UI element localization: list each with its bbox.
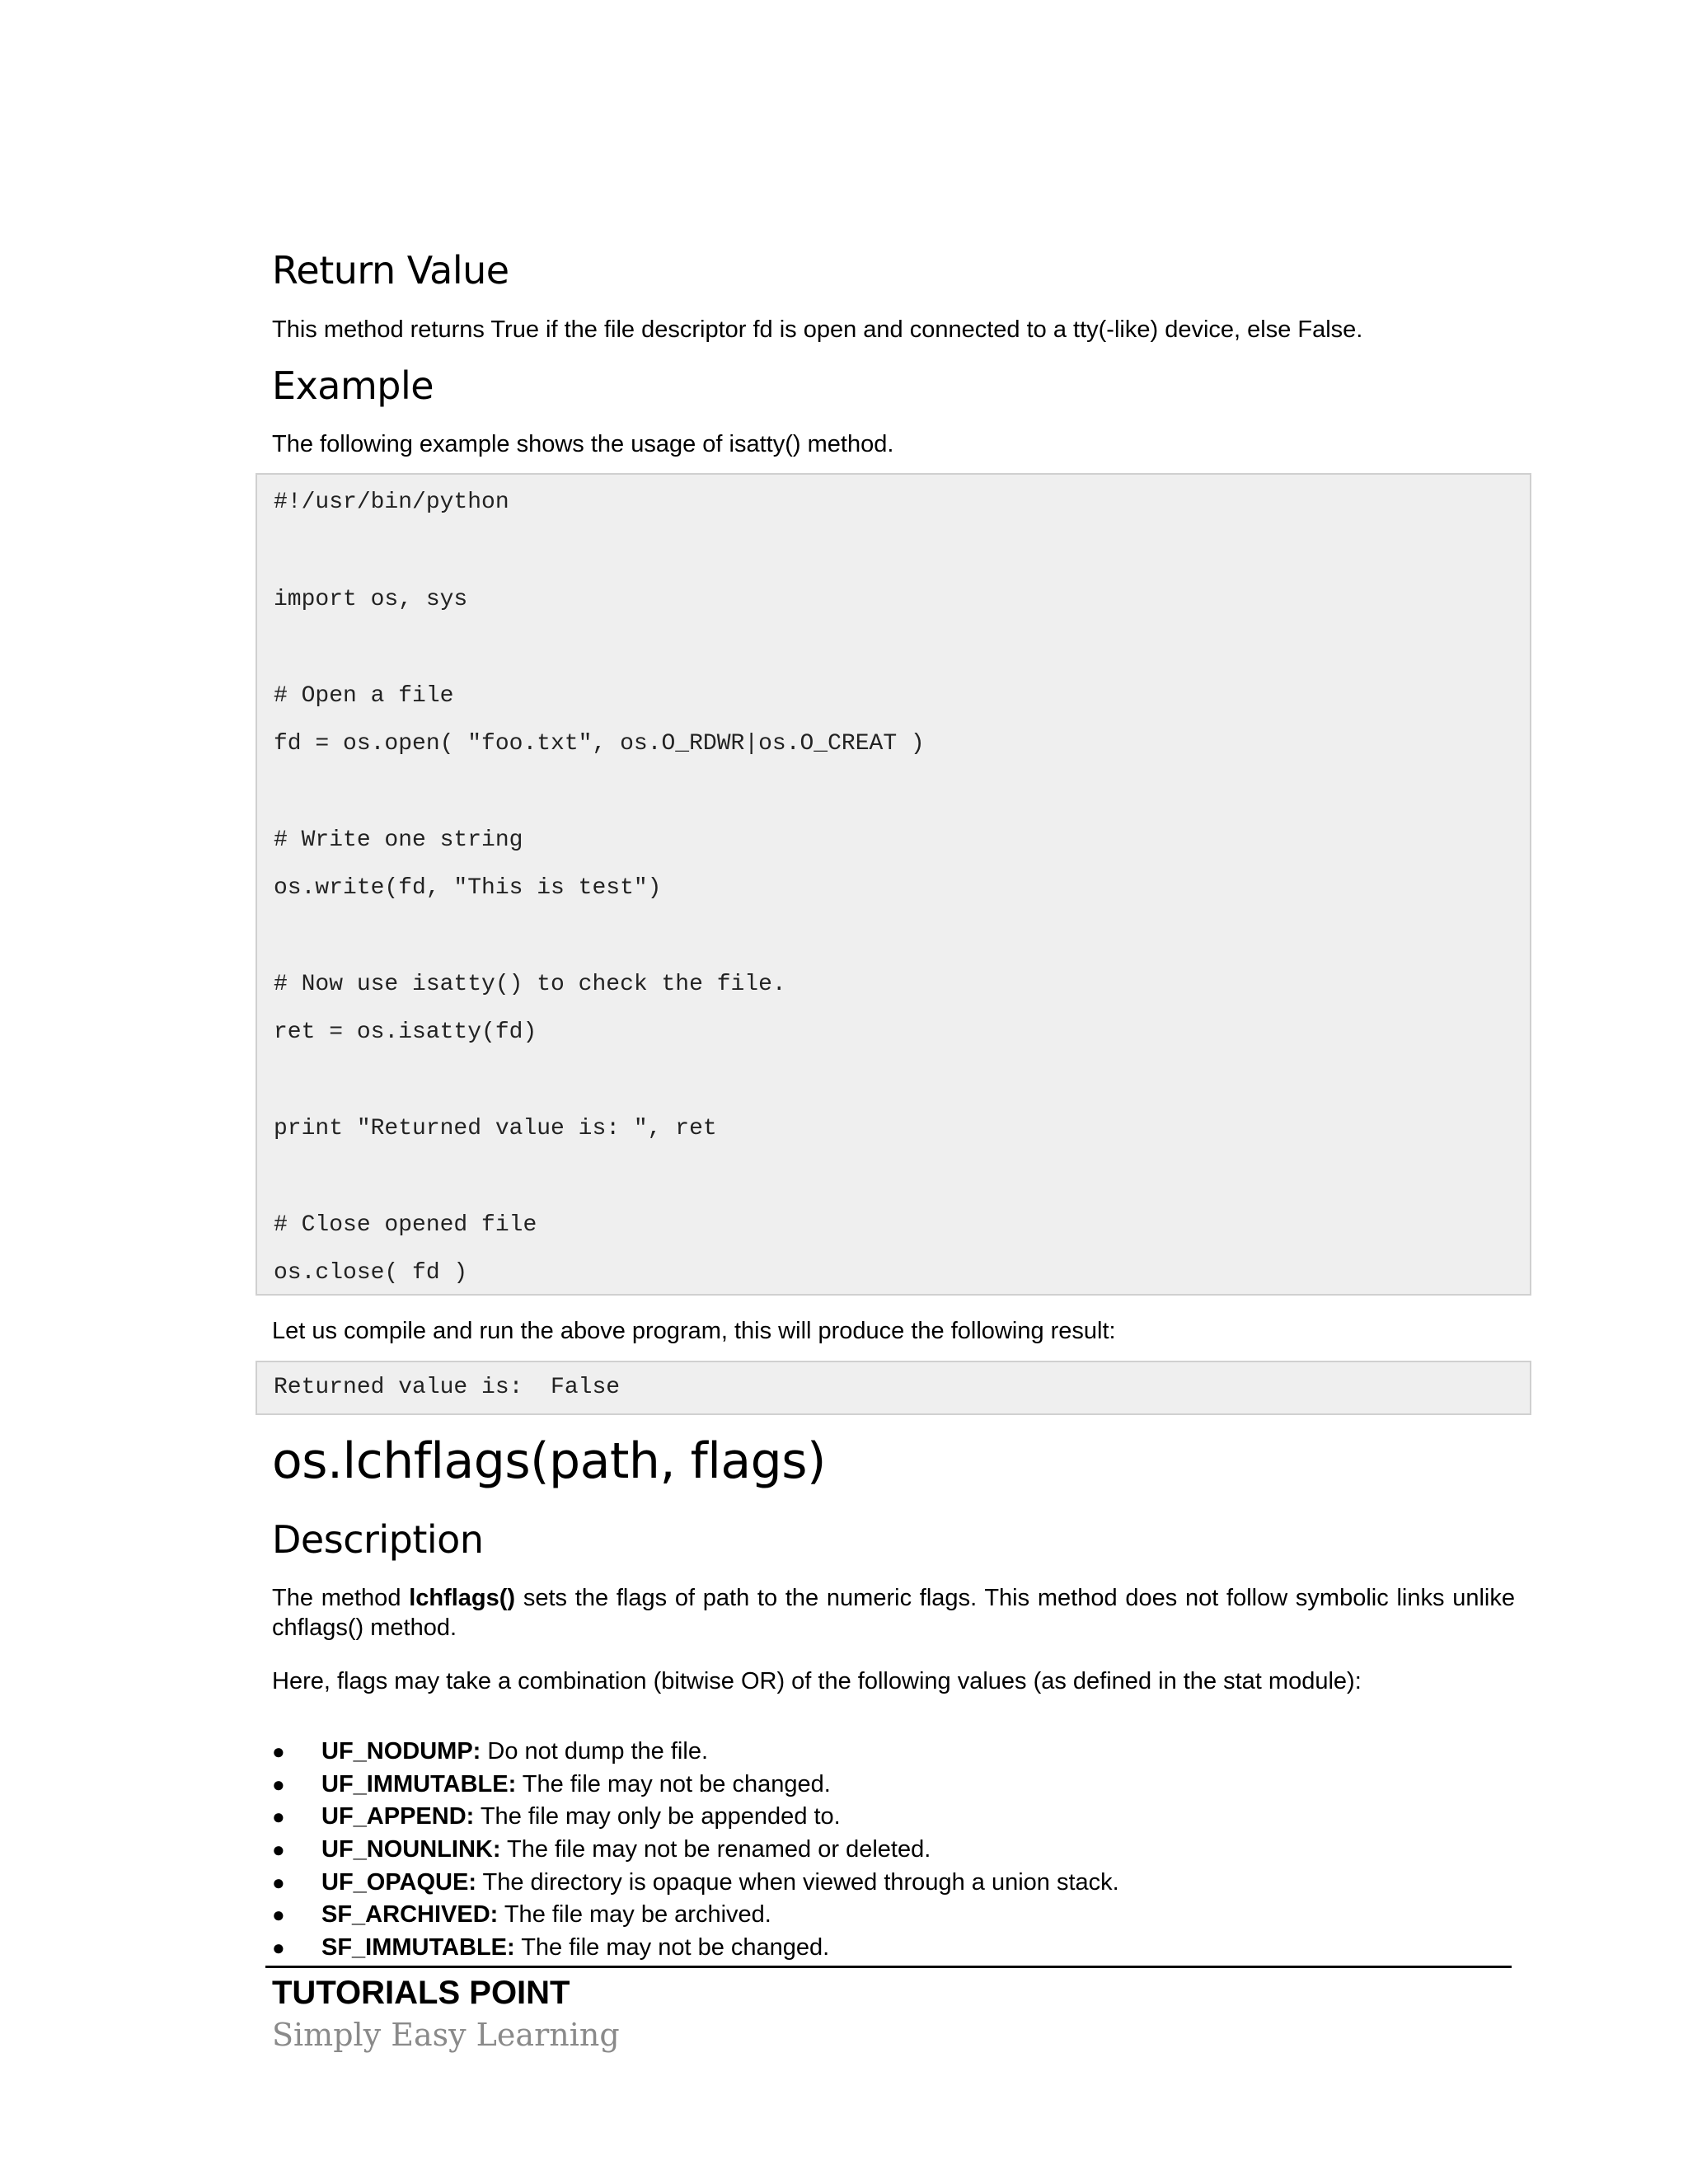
code-line: #!/usr/bin/python	[274, 490, 509, 515]
code-line: os.write(fd, "This is test")	[274, 875, 662, 901]
lchflags-title: os.lchflags(path, flags)	[272, 1432, 826, 1490]
flags-intro: Here, flags may take a combination (bitwise OR) of the following values (as defined in the stat module):	[272, 1668, 1362, 1694]
flags-list	[272, 1736, 1119, 1965]
output-line: Returned value is: False	[274, 1375, 621, 1400]
list-item: ● UF_APPEND: The file may only be appended to.	[272, 1801, 1119, 1834]
list-item: ● SF_ARCHIVED: The file may be archived.	[272, 1899, 1119, 1932]
bullet-icon: ●	[272, 1837, 285, 1863]
example-heading: Example	[272, 363, 434, 408]
code-line: print "Returned value is: ", ret	[274, 1116, 717, 1141]
footer-divider	[265, 1966, 1512, 1968]
footer-brand: TUTORIALS POINT	[272, 1975, 570, 2011]
bullet-icon: ●	[272, 1804, 285, 1830]
result-intro: Let us compile and run the above program, this will produce the following result:	[272, 1318, 1116, 1344]
bullet-icon: ●	[272, 1869, 285, 1895]
code-line: os.close( fd )	[274, 1260, 468, 1286]
lchflags-description: The method lchflags() sets the flags of path to the numeric flags. This method does not follow symbolic links unlike chflags() method.	[272, 1585, 1515, 1641]
list-item: ● UF_NODUMP: Do not dump the file.	[272, 1736, 1119, 1769]
example-intro: The following example shows the usage of isatty() method.	[272, 431, 894, 457]
method-name: lchflags()	[409, 1585, 516, 1611]
code-line: # Write one string	[274, 827, 523, 853]
footer-tagline: Simply Easy Learning	[272, 2017, 620, 2053]
list-item: ● SF_IMMUTABLE: The file may not be changed.	[272, 1932, 1119, 1965]
code-line: # Open a file	[274, 683, 454, 709]
code-line: fd = os.open( "foo.txt", os.O_RDWR|os.O_CREAT )	[274, 731, 925, 757]
code-block	[256, 473, 1531, 1296]
code-line: # Close opened file	[274, 1212, 537, 1238]
list-item: ● UF_IMMUTABLE: The file may not be changed.	[272, 1769, 1119, 1802]
return-value-text: This method returns True if the file descriptor fd is open and connected to a tty(-like) device, else False.	[272, 316, 1363, 343]
code-line: import os, sys	[274, 587, 468, 612]
list-item: ● UF_NOUNLINK: The file may not be renamed or deleted.	[272, 1834, 1119, 1867]
bullet-icon: ●	[272, 1935, 285, 1961]
description-heading: Description	[272, 1517, 484, 1562]
output-block	[256, 1361, 1531, 1415]
bullet-icon: ●	[272, 1739, 285, 1764]
bullet-icon: ●	[272, 1771, 285, 1797]
code-line: ret = os.isatty(fd)	[274, 1019, 537, 1045]
bullet-icon: ●	[272, 1902, 285, 1928]
list-item: ● UF_OPAQUE: The directory is opaque when viewed through a union stack.	[272, 1867, 1119, 1900]
return-value-heading: Return Value	[272, 248, 509, 293]
code-line: # Now use isatty() to check the file.	[274, 972, 786, 997]
